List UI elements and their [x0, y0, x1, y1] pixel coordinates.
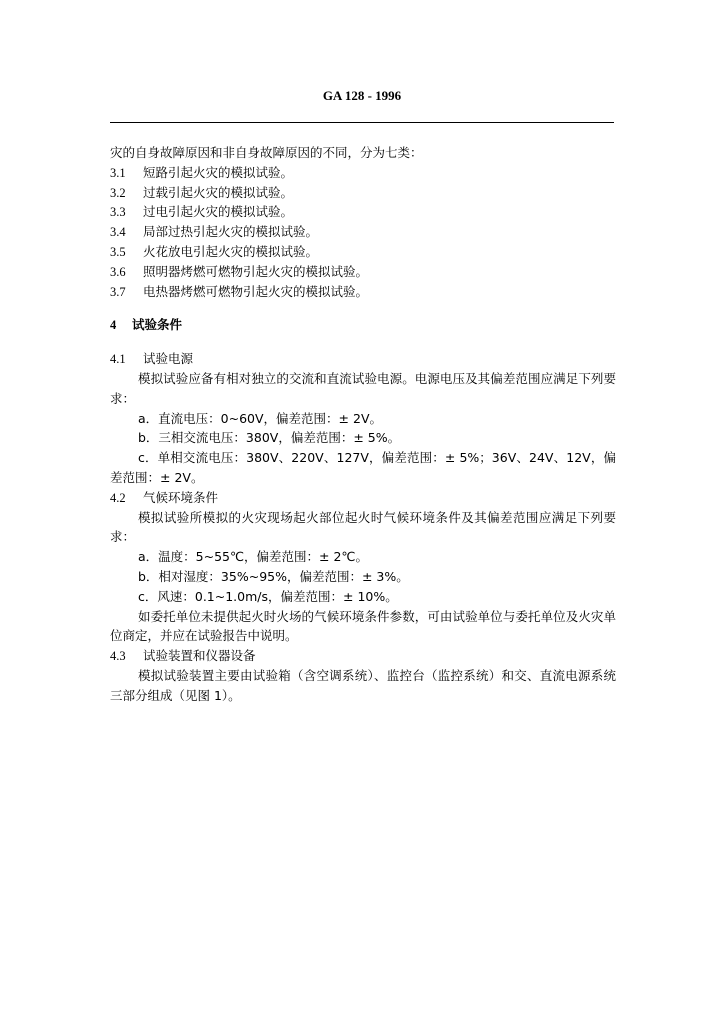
list-item [110, 282, 616, 302]
list-section-3 [110, 163, 616, 302]
item-text: 电热器烤燃可燃物引起火灾的模拟试验。 [143, 283, 369, 299]
item-number: 3.6 [110, 264, 126, 279]
paragraph: 如委托单位未提供起火时火场的气候环境条件参数，可由试验单位与委托单位及火灾单位商定，并应在试验报告中说明。 [110, 608, 616, 644]
item-text: 短路引起火灾的模拟试验。 [143, 164, 294, 180]
section-heading-4 [110, 315, 616, 335]
paragraph: 模拟试验应备有相对独立的交流和直流试验电源。电源电压及其偏差范围应满足下列要求： [110, 370, 616, 406]
section-title: 试验条件 [132, 317, 183, 333]
item-text: 火花放电引起火灾的模拟试验。 [143, 243, 319, 259]
item-number: 3.1 [110, 165, 126, 180]
subsection-4-2 [110, 488, 616, 646]
list-item [110, 202, 616, 222]
item-number: 3.7 [110, 284, 126, 299]
subsection-heading [110, 488, 616, 508]
item-number: 3.2 [110, 185, 126, 200]
subsection-number: 4.1 [110, 352, 126, 367]
subsection-title: 试验装置和仪器设备 [143, 648, 256, 664]
subsection-heading [110, 646, 616, 666]
subsection-4-3 [110, 646, 616, 705]
header-rule [110, 122, 614, 123]
subsection-heading [110, 349, 616, 369]
paragraph: 模拟试验所模拟的火灾现场起火部位起火时气候环境条件及其偏差范围应满足下列要求： [110, 509, 616, 545]
document-body [110, 143, 616, 706]
requirement-item: b．三相交流电压：380V，偏差范围：± 5%。 [138, 430, 401, 446]
intro-line: 灾的自身故障原因和非自身故障原因的不同，分为七类： [110, 145, 423, 160]
subsection-title: 气候环境条件 [143, 489, 219, 505]
requirement-item: a．温度：5~55℃，偏差范围：± 2℃。 [138, 549, 368, 565]
subsection-4-1 [110, 349, 616, 488]
paragraph: 模拟试验装置主要由试验箱（含空调系统）、监控台（监控系统）和交、直流电源系统三部分组成（见图 1）。 [110, 667, 616, 703]
list-item [110, 262, 616, 282]
list-item [110, 163, 616, 183]
requirement-item: c．单相交流电压：380V、220V、127V，偏差范围：± 5%；36V、24V、12V，偏差范围：± 2V。 [110, 450, 616, 485]
requirement-item: a．直流电压：0~60V，偏差范围：± 2V。 [138, 410, 382, 426]
item-number: 3.3 [110, 205, 126, 220]
standard-code: GA 128 - 1996 [322, 88, 402, 103]
list-item [110, 183, 616, 203]
section-number: 4 [110, 318, 117, 333]
subsection-title: 试验电源 [143, 351, 194, 367]
requirement-item: c．风速：0.1~1.0m/s，偏差范围：± 10%。 [138, 588, 398, 604]
list-item [110, 242, 616, 262]
item-text: 照明器烤燃可燃物引起火灾的模拟试验。 [143, 263, 369, 279]
subsection-number: 4.2 [110, 490, 126, 505]
item-number: 3.5 [110, 244, 126, 259]
item-text: 过载引起火灾的模拟试验。 [143, 184, 294, 200]
list-item [110, 222, 616, 242]
subsection-number: 4.3 [110, 649, 126, 664]
item-number: 3.4 [110, 225, 126, 240]
item-text: 过电引起火灾的模拟试验。 [143, 204, 294, 220]
item-text: 局部过热引起火灾的模拟试验。 [143, 224, 319, 240]
requirement-item: b．相对湿度：35%~95%，偏差范围：± 3%。 [138, 568, 409, 584]
